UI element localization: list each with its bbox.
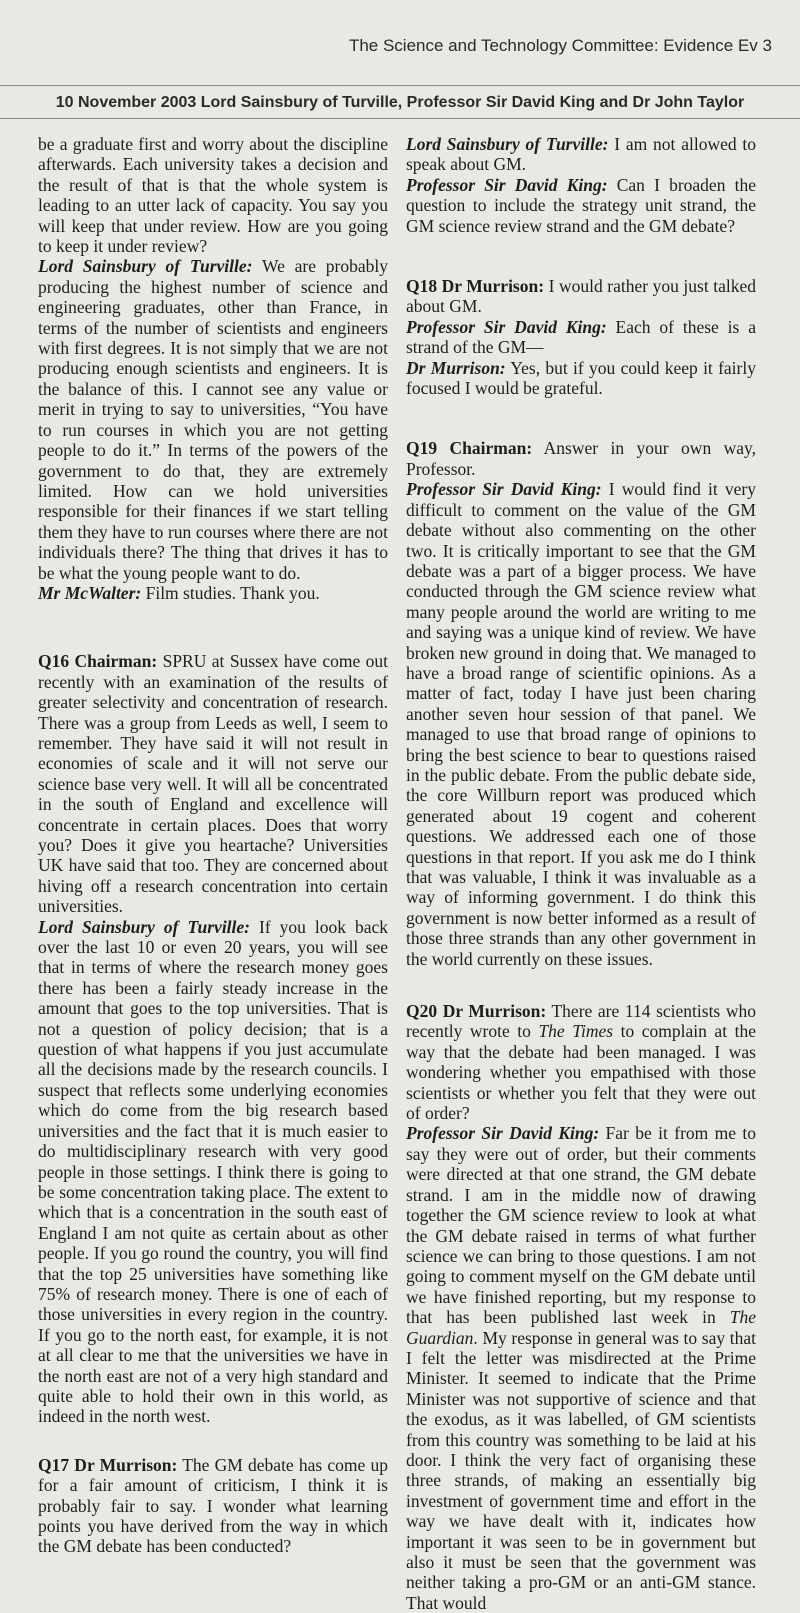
question-20: Q20 Dr Murrison: There are 114 scientists who recently wrote to The Times to complain at the way that the debate had been managed. I was wondering whether you empathised with those scientists or whether you felt that they were out of order? <box>406 1001 756 1124</box>
speaker: Lord Sainsbury of Turville: <box>38 256 253 277</box>
paragraph: Professor Sir David King: Each of these is a strand of the GM— <box>406 316 756 358</box>
right-column <box>406 134 756 1613</box>
speaker: Mr McWalter: <box>38 582 142 603</box>
session-header: 10 November 2003 Lord Sainsbury of Turville, Professor Sir David King and Dr John Taylor <box>55 94 745 111</box>
question-number: Q18 Dr Murrison: <box>406 276 545 297</box>
question-number: Q19 Chairman: <box>406 438 533 459</box>
paragraph: Mr McWalter: Film studies. Thank you. <box>38 582 320 603</box>
question-17: Q17 Dr Murrison: The GM debate has come up for a fair amount of criticism, I think it is probably fair to say. I wonder what learning points you have derived from the way in which the GM debate has been conducted? <box>38 1454 388 1557</box>
question-number: Q16 Chairman: <box>38 651 158 672</box>
paragraph: Professor Sir David King: Far be it from me to say they were out of order, but their comments were directed at that one strand, the GM debate strand. I am in the middle now of drawing together the GM science review to look at what the GM debate raised in terms of what further science we can bring to those questions. I am not going to comment myself on the GM debate until we have finished reporting, but my response to that has been published last week in The Guardian. My response in general was to say that I felt the letter was misdirected at the Prime Minister. It seemed to indicate that the Prime Minister was not supportive of science and that the exodus, as it was labelled, of GM scientists from this country was something to be laid at his door. I think the very fact of organising these three strands, of making an essentially big investment of government time and effort in the way we have dealt with it, indicates how important it was seen to be in government but also it must be seen that the government was neither taking a pro-GM or an anti-GM stance. That would <box>406 1123 756 1613</box>
left-column <box>38 134 388 1557</box>
speaker: Lord Sainsbury of Turville: <box>38 916 251 937</box>
paragraph: Dr Murrison: Yes, but if you could keep it fairly focused I would be grateful. <box>406 357 756 399</box>
paragraph: Professor Sir David King: I would find it very difficult to comment on the value of the GM debate without also commenting on the other two. It is critically important to see that the GM debate was a part of a bigger process. We have conducted through the GM science review what many people around the world are writing to me and saying was a unique kind of review. We have broken new ground in doing that. We managed to have a broad range of scientific opinions. As a matter of fact, today I have just been charing another seven hour session of that panel. We managed to use that broad range of opinions to bring the best science to bear to questions raised in the public debate. From the public debate side, the core Willburn report was produced which generated about 19 cogent and coherent questions. We addressed each one of those questions in that report. If you ask me do I think that was valuable, I think it was invaluable as a way of informing government. I do think this government is now better informed as a result of those three strands than any other government in the world currently on these issues. <box>406 479 756 969</box>
speaker: Professor Sir David King: <box>406 1123 600 1144</box>
speaker: Professor Sir David King: <box>406 174 608 195</box>
question-18: Q18 Dr Murrison: I would rather you just talked about GM. <box>406 276 756 317</box>
speaker: Professor Sir David King: <box>406 479 602 500</box>
header-rule-bottom <box>0 118 800 119</box>
paragraph: Lord Sainsbury of Turville: I am not allowed to speak about GM. <box>406 134 757 175</box>
running-head: The Science and Technology Committee: Evidence Ev 3 <box>348 36 772 55</box>
paragraph: Lord Sainsbury of Turville: We are probably producing the highest number of science and engineering graduates, other than France, in terms of the number of scientists and engineers with first degrees. It is not simply that we are not producing enough scientists and engineers. It is the balance of this. I cannot see any value or merit in trying to say to universities, “You have to run courses in which you are not getting people to do it.” In terms of the powers of the government to do that, they are extremely limited. How can we hold universities responsible for their finances if we start telling them they have to run courses where there are not individuals there? The thing that drives it has to be what the young people want to do. <box>38 256 389 583</box>
header-rule-top <box>0 85 800 86</box>
paragraph: Professor Sir David King: Can I broaden the question to include the strategy unit strand, the GM science review strand and the GM debate? <box>406 174 757 236</box>
question-19: Q19 Chairman: Answer in your own way, Professor. <box>406 438 757 479</box>
paragraph: Lord Sainsbury of Turville: If you look back over the last 10 or even 20 years, you will see that in terms of where the research money goes there has been a fairly steady increase in the amount that goes to the top universities. That is not a question of policy decision; that is a question of what happens if you just accumulate all the decisions made by the research councils. I suspect that reflects some underlying economies which do come from the big research based universities and the fact that it is much easier to do multidisciplinary research with very good people in those settings. I think there is going to be some concentration taking place. The extent to which that is a concentration in the south east of England I am not quite as certain about as other people. If you go round the country, you will find that the top 25 universities have something like 75% of research money. There is one of each of those universities in every region in the country. If you go to the north east, for example, it is not at all clear to me that the universities we have in the north east are not of a very high standard and quite able to hold their own in this world, as indeed in the north west. <box>38 916 388 1427</box>
speaker: Professor Sir David King: <box>406 316 607 337</box>
speaker: Dr Murrison: <box>406 357 506 378</box>
question-number: Q20 Dr Murrison: <box>406 1001 547 1022</box>
speaker: Lord Sainsbury of Turville: <box>406 134 609 154</box>
paragraph: be a graduate first and worry about the discipline afterwards. Each university takes a decision and the result of that is that the whole system is leading to an utter lack of capacity. You say you will keep that under review. How are you going to keep it under review? <box>38 134 388 257</box>
question-16: Q16 Chairman: SPRU at Sussex have come out recently with an examination of the results of greater selectivity and concentration of research. There was a group from Leeds as well, I seem to remember. They have said it will not result in economies of scale and it will not serve our science base very well. It will all be concentrated in the south of England and excellence will concentrate in certain places. Does that worry you? Does it give you heartache? Universities UK have said that too. They are concerned about hiving off a research concentration into certain universities. <box>38 651 388 917</box>
question-number: Q17 Dr Murrison: <box>38 1454 178 1475</box>
